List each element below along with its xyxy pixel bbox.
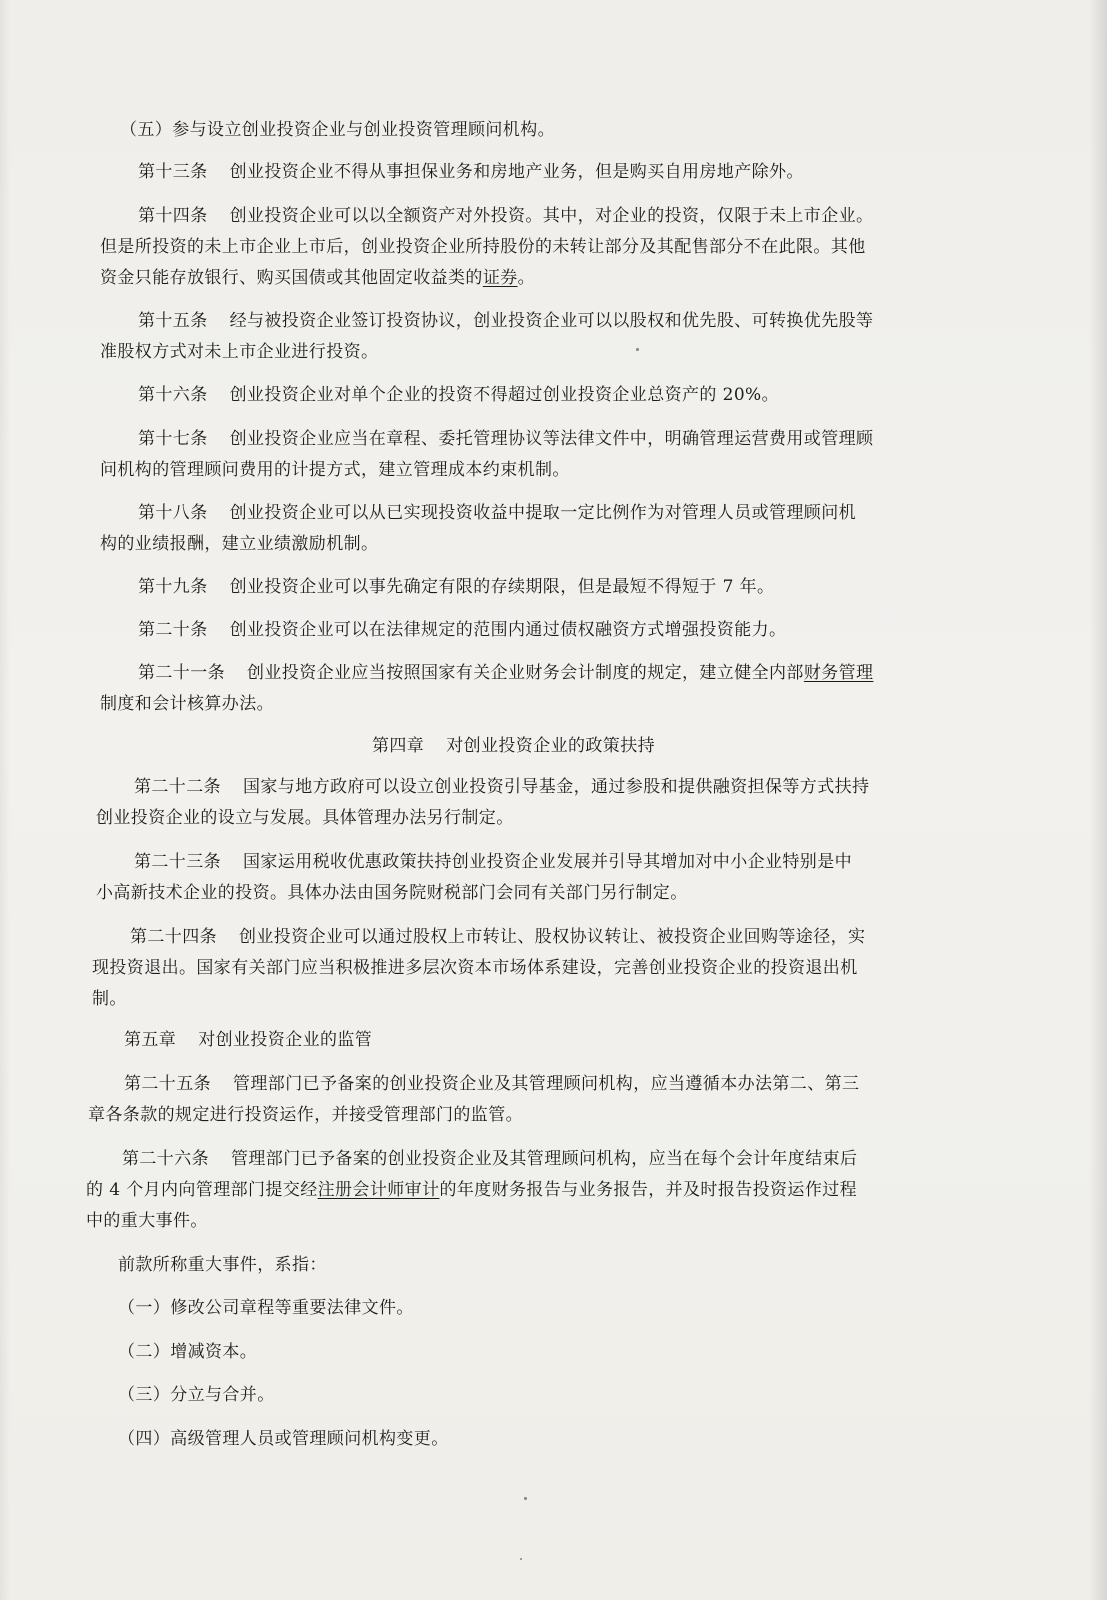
article-17 xyxy=(138,428,873,450)
article-number: 第十四条 xyxy=(138,206,208,226)
article-text: 创业投资企业应当按照国家有关企业财务会计制度的规定，建立健全内部 xyxy=(247,663,804,683)
list-item-4: （四）高级管理人员或管理顾问机构变更。 xyxy=(118,1429,449,1449)
list-item-1: （一）修改公司章程等重要法律文件。 xyxy=(118,1298,414,1318)
article-23-line-2: 小高新技术企业的投资。具体办法由国务院财税部门会同有关部门另行制定。 xyxy=(96,883,688,903)
article-25-line-2: 章各条款的规定进行投资运作，并接受管理部门的监管。 xyxy=(88,1105,523,1125)
scan-speck xyxy=(520,1558,522,1560)
article-22-line-2: 创业投资企业的设立与发展。具体管理办法另行制定。 xyxy=(96,808,514,828)
article-15 xyxy=(138,310,873,332)
article-number: 第二十六条 xyxy=(122,1149,209,1169)
major-events-intro: 前款所称重大事件，系指： xyxy=(118,1255,327,1275)
article-number: 第二十一条 xyxy=(138,663,225,683)
article-26-line-3: 中的重大事件。 xyxy=(86,1211,208,1231)
article-text: 国家与地方政府可以设立创业投资引导基金，通过参股和提供融资担保等方式扶持 xyxy=(243,777,870,797)
article-18 xyxy=(138,502,856,524)
article-number: 第十三条 xyxy=(138,162,208,182)
article-24-line-3: 制。 xyxy=(92,989,127,1009)
article-21-line-2: 制度和会计核算办法。 xyxy=(100,694,274,714)
article-13 xyxy=(138,161,804,183)
chapter-title: 对创业投资企业的监管 xyxy=(198,1030,373,1050)
article-text: 创业投资企业可以以全额资产对外投资。其中，对企业的投资，仅限于未上市企业。 xyxy=(229,206,874,226)
page-edge-shadow-right xyxy=(1089,0,1107,1600)
article-20 xyxy=(138,619,786,641)
link-cpa-audit[interactable]: 注册会计师审计 xyxy=(317,1180,440,1200)
article-text: 经与被投资企业签订投资协议，创业投资企业可以以股权和优先股、可转换优先股等 xyxy=(229,311,874,331)
chapter-4-heading xyxy=(372,735,655,757)
article-25 xyxy=(124,1073,859,1095)
page-edge-shadow-left xyxy=(0,0,10,1600)
article-text: 创业投资企业对单个企业的投资不得超过创业投资企业总资产的 20%。 xyxy=(229,385,779,405)
text-span: 的 4 个月内向管理部门提交经 xyxy=(86,1180,318,1200)
list-item-2: （二）增减资本。 xyxy=(118,1342,258,1362)
article-26 xyxy=(122,1148,857,1170)
text-span: 的年度财务报告与业务报告，并及时报告投资运作过程 xyxy=(439,1180,858,1200)
article-text: 国家运用税收优惠政策扶持创业投资企业发展并引导其增加对中小企业特别是中 xyxy=(243,852,852,872)
article-text: 创业投资企业应当在章程、委托管理协议等法律文件中，明确管理运营费用或管理顾 xyxy=(229,429,874,449)
article-26-line-2 xyxy=(86,1179,857,1201)
article-number: 第十八条 xyxy=(138,503,208,523)
chapter-title: 对创业投资企业的政策扶持 xyxy=(446,736,656,756)
article-16 xyxy=(138,384,779,406)
link-financial-management[interactable]: 财务管理 xyxy=(803,663,874,683)
article-number: 第二十二条 xyxy=(134,777,221,797)
article-text: 管理部门已予备案的创业投资企业及其管理顾问机构，应当在每个会计年度结束后 xyxy=(231,1149,858,1169)
article-17-line-2: 问机构的管理顾问费用的计提方式，建立管理成本约束机制。 xyxy=(100,460,570,480)
scan-speck xyxy=(636,348,639,351)
article-text: 创业投资企业可以在法律规定的范围内通过债权融资方式增强投资能力。 xyxy=(229,620,787,640)
article-14 xyxy=(138,205,873,227)
article-text: 创业投资企业不得从事担保业务和房地产业务，但是购买自用房地产除外。 xyxy=(229,162,804,182)
link-securities[interactable]: 证券 xyxy=(482,268,518,288)
article-number: 第二十三条 xyxy=(134,852,221,872)
article-23 xyxy=(134,851,852,873)
list-item-3: （三）分立与合并。 xyxy=(118,1385,275,1405)
article-number: 第二十五条 xyxy=(124,1074,211,1094)
text-span: 。 xyxy=(517,268,536,288)
article-14-line-3 xyxy=(100,267,535,289)
article-number: 第二十四条 xyxy=(130,927,217,947)
article-18-line-2: 构的业绩报酬，建立业绩激励机制。 xyxy=(100,534,379,554)
article-number: 第十九条 xyxy=(138,577,208,597)
article-15-line-2: 准股权方式对未上市企业进行投资。 xyxy=(100,342,379,362)
article-number: 第十六条 xyxy=(138,385,208,405)
chapter-number: 第五章 xyxy=(124,1030,177,1050)
chapter-number: 第四章 xyxy=(372,736,425,756)
article-text: 管理部门已予备案的创业投资企业及其管理顾问机构，应当遵循本办法第二、第三 xyxy=(233,1074,860,1094)
article-21 xyxy=(138,662,873,684)
article-text: 创业投资企业可以通过股权上市转让、股权协议转让、被投资企业回购等途径，实 xyxy=(239,927,866,947)
article-24-line-2: 现投资退出。国家有关部门应当积极推进多层次资本市场体系建设，完善创业投资企业的投资退出机 xyxy=(92,958,858,978)
article-number: 第十五条 xyxy=(138,311,208,331)
article-24 xyxy=(130,926,865,948)
article-text: 创业投资企业可以从已实现投资收益中提取一定比例作为对管理人员或管理顾问机 xyxy=(229,503,857,523)
article-19 xyxy=(138,576,774,598)
article-text: 创业投资企业可以事先确定有限的存续期限，但是最短不得短于 7 年。 xyxy=(229,577,775,597)
article-number: 第十七条 xyxy=(138,429,208,449)
article-number: 第二十条 xyxy=(138,620,208,640)
chapter-5-heading xyxy=(124,1029,372,1051)
article-22 xyxy=(134,776,869,798)
scan-speck xyxy=(524,1497,527,1500)
text-span: 资金只能存放银行、购买国债或其他固定收益类的 xyxy=(100,268,483,288)
article-14-line-2: 但是所投资的未上市企业上市后，创业投资企业所持股份的未转让部分及其配售部分不在此限。其他 xyxy=(100,237,866,257)
list-item-5: （五）参与设立创业投资企业与创业投资管理顾问机构。 xyxy=(120,120,555,140)
